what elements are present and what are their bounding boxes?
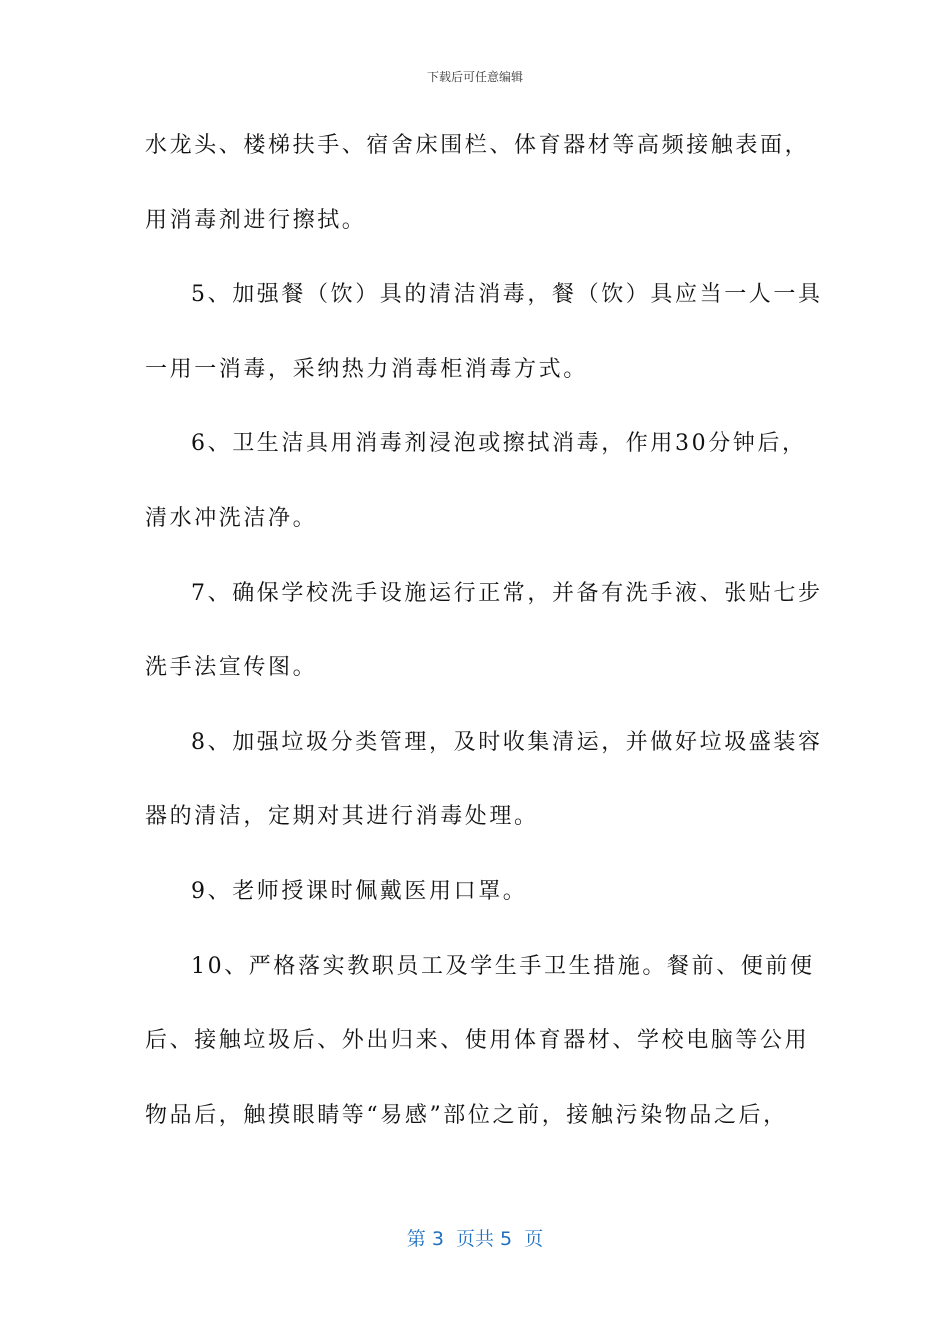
paragraph-line: 用消毒剂进行擦拭。 bbox=[145, 207, 367, 233]
paragraph-line: 5、加强餐（饮）具的清洁消毒，餐（饮）具应当一人一具 bbox=[191, 282, 823, 308]
paragraph-line: 物品后，触摸眼睛等“易感”部位之前，接触污染物品之后， bbox=[145, 1102, 788, 1128]
paragraph-line: 清水冲洗洁净。 bbox=[145, 505, 318, 531]
paragraph-line: 10、严格落实教职员工及学生手卫生措施。餐前、便前便 bbox=[191, 953, 815, 979]
paragraph-line: 8、加强垃圾分类管理，及时收集清运，并做好垃圾盛装容 bbox=[191, 729, 823, 755]
paragraph-line: 器的清洁，定期对其进行消毒处理。 bbox=[145, 804, 539, 830]
paragraph-line: 9、老师授课时佩戴医用口罩。 bbox=[191, 878, 528, 904]
paragraph-line: 6、卫生洁具用消毒剂浸泡或擦拭消毒，作用30分钟后， bbox=[191, 431, 807, 457]
paragraph-line: 后、接触垃圾后、外出归来、使用体育器材、学校电脑等公用 bbox=[145, 1028, 810, 1054]
paragraph-line: 水龙头、楼梯扶手、宿舍床围栏、体育器材等高频接触表面， bbox=[145, 133, 810, 158]
document-body bbox=[145, 124, 823, 1168]
page-number-footer: 第 3 页共 5 页 bbox=[406, 1228, 544, 1250]
page-header: 下载后可任意编辑 bbox=[426, 70, 523, 84]
paragraph-line: 一用一消毒，采纳热力消毒柜消毒方式。 bbox=[145, 356, 588, 382]
paragraph-line: 洗手法宣传图。 bbox=[145, 655, 318, 681]
paragraph-line: 7、确保学校洗手设施运行正常，并备有洗手液、张贴七步 bbox=[191, 580, 823, 606]
